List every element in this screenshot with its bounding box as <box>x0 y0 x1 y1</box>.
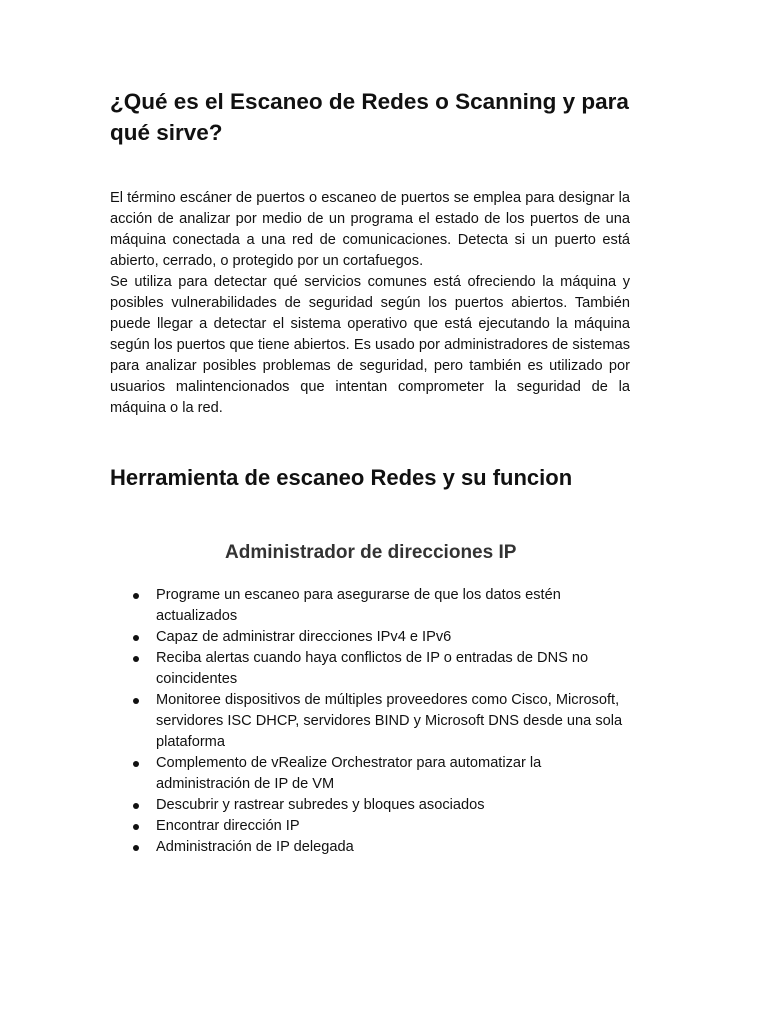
bullet-icon <box>133 803 139 809</box>
list-item <box>130 816 630 837</box>
paragraph: Se utiliza para detectar qué servicios comunes está ofreciendo la máquina y posibles vulnerabilidades de seguridad según los puertos abiertos. También puede llegar a detectar el sistema operativo que está ejecutando la máquina según los puertos que tiene abiertos. Es usado por administradores de sistemas para analizar posibles problemas de seguridad, pero también es utilizado por usuarios malintencionados que intentan comprometer la seguridad de la máquina o la red. <box>110 274 630 416</box>
list-item <box>130 795 630 816</box>
list-item-text: Administración de IP delegada <box>156 839 354 855</box>
list-item-text: Reciba alertas cuando haya conflictos de IP o entradas de DNS no coincidentes <box>156 650 589 687</box>
document-title: ¿Qué es el Escaneo de Redes o Scanning y para qué sirve? <box>110 89 629 145</box>
list-item-text: Encontrar dirección IP <box>156 818 300 834</box>
list-item-text: Descubrir y rastrear subredes y bloques asociados <box>156 797 485 813</box>
bullet-icon <box>133 593 139 599</box>
bullet-icon <box>133 761 139 767</box>
bullet-icon <box>133 698 139 704</box>
bullet-list <box>130 585 630 858</box>
subheading: Administrador de direcciones IP <box>225 542 517 563</box>
bullet-icon <box>133 656 139 662</box>
list-item <box>130 837 630 858</box>
section-heading: Herramienta de escaneo Redes y su funcion <box>110 465 573 490</box>
intro-text <box>110 188 630 419</box>
bullet-icon <box>133 824 139 830</box>
list-item-text: Programe un escaneo para asegurarse de que los datos estén actualizados <box>156 587 561 624</box>
list-item <box>130 690 630 753</box>
paragraph: El término escáner de puertos o escaneo de puertos se emplea para designar la acción de analizar por medio de un programa el estado de los puertos de una máquina conectada a una red de comunicaciones. Detecta si un puerto está abierto, cerrado, o protegido por un cortafuegos. <box>110 190 630 269</box>
list-item-text: Monitoree dispositivos de múltiples proveedores como Cisco, Microsoft, servidores ISC DHCP, servidores BIND y Microsoft DNS desde una sola plataforma <box>156 692 623 750</box>
list-item <box>130 627 630 648</box>
list-item-text: Complemento de vRealize Orchestrator para automatizar la administración de IP de VM <box>156 755 542 792</box>
list-item <box>130 648 630 690</box>
list-item <box>130 585 630 627</box>
bullet-icon <box>133 635 139 641</box>
list-item <box>130 753 630 795</box>
bullet-icon <box>133 845 139 851</box>
list-item-text: Capaz de administrar direcciones IPv4 e IPv6 <box>156 629 452 645</box>
